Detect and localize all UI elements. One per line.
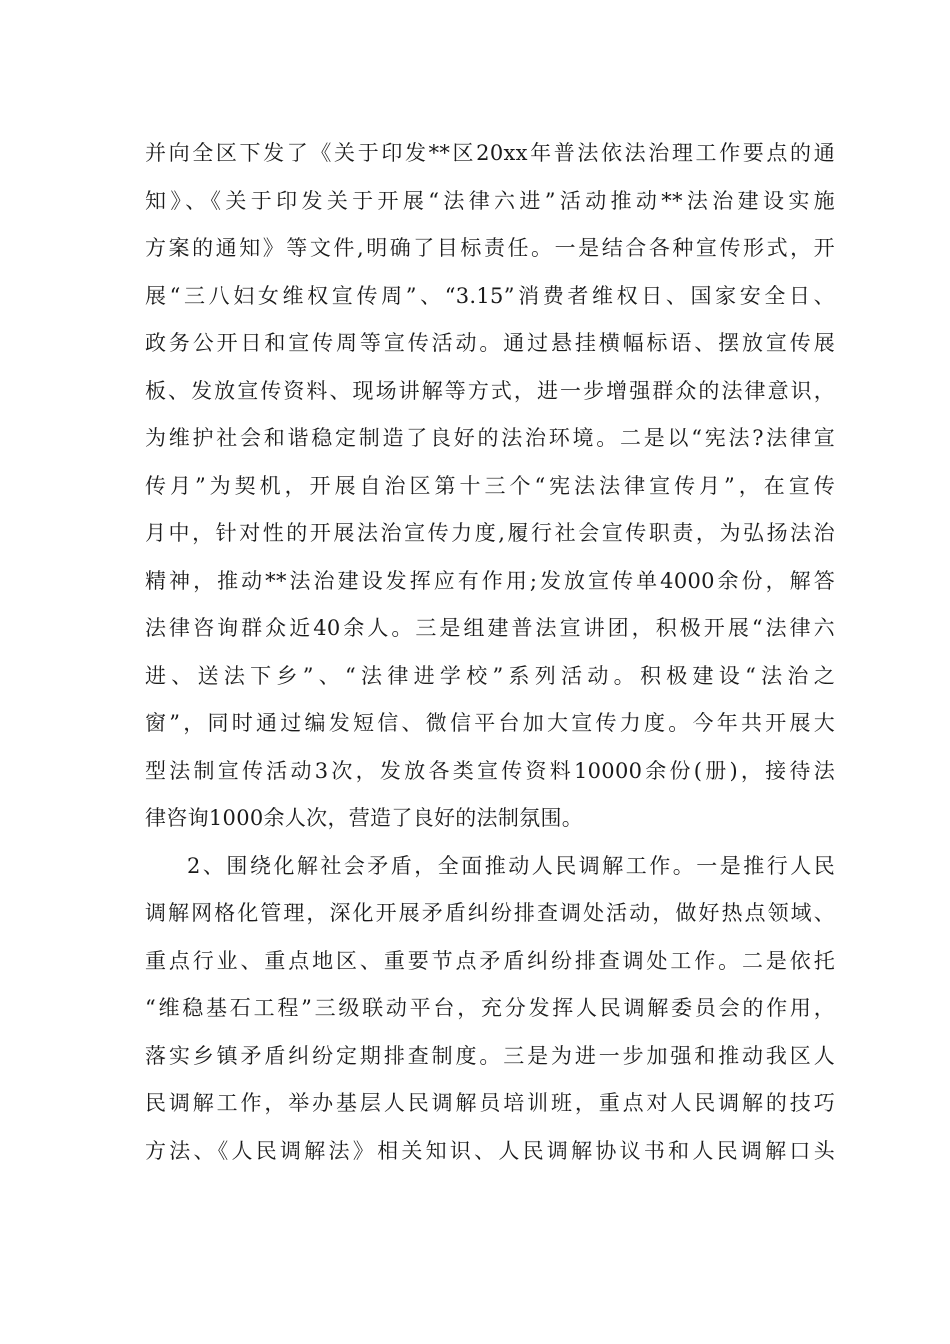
text-line: 律咨询1000余人次，营造了良好的法制氛围。 (145, 806, 584, 830)
text-line: 板、发放宣传资料、现场讲解等方式，进一步增强群众的法律意识， (145, 378, 835, 403)
text-line: 并向全区下发了《关于印发**区20xx年普法依法治理工作要点的通 (145, 141, 835, 165)
text-line: 法律咨询群众近40余人。三是组建普法宣讲团，积极开展“法律六 (145, 616, 835, 640)
text-line: 窗”，同时通过编发短信、微信平台加大宣传力度。今年共开展大 (145, 711, 835, 735)
text-line: 月中，针对性的开展法治宣传力度,履行社会宣传职责，为弘扬法治 (145, 521, 835, 545)
document-body (145, 130, 835, 1175)
text-line: 方法、《人民调解法》相关知识、人民调解协议书和人民调解口头 (145, 1138, 835, 1163)
text-line: 民调解工作，举办基层人民调解员培训班，重点对人民调解的技巧 (145, 1091, 835, 1115)
text-line: 政务公开日和宣传周等宣传活动。通过悬挂横幅标语、摆放宣传展 (145, 331, 835, 355)
text-line: 型法制宣传活动3次，发放各类宣传资料10000余份(册)，接待法 (145, 758, 835, 783)
text-line: 知》、《关于印发关于开展“法律六进”活动推动**法治建设实施 (145, 188, 835, 213)
text-line: 展“三八妇女维权宣传周”、“3.15”消费者维权日、国家安全日、 (145, 283, 835, 308)
text-line: 2、围绕化解社会矛盾，全面推动人民调解工作。一是推行人民 (187, 853, 835, 878)
paragraph-1 (145, 130, 835, 843)
text-line: 重点行业、重点地区、重要节点矛盾纠纷排查调处工作。二是依托 (145, 948, 835, 973)
paragraph-2 (145, 843, 835, 1176)
text-line: 为维护社会和谐稳定制造了良好的法治环境。二是以“宪法?法律宣 (145, 426, 835, 450)
text-line: 方案的通知》等文件,明确了目标责任。一是结合各种宣传形式，开 (145, 236, 835, 260)
text-line: 进、送法下乡”、“法律进学校”系列活动。积极建设“法治之 (145, 663, 835, 688)
text-line: 传月”为契机，开展自治区第十三个“宪法法律宣传月”，在宣传 (145, 473, 835, 498)
text-line: 调解网格化管理，深化开展矛盾纠纷排查调处活动，做好热点领域、 (145, 901, 835, 925)
text-line: “维稳基石工程”三级联动平台，充分发挥人民调解委员会的作用， (145, 996, 835, 1020)
text-line: 精神，推动**法治建设发挥应有作用;发放宣传单4000余份，解答 (145, 568, 835, 593)
text-line: 落实乡镇矛盾纠纷定期排查制度。三是为进一步加强和推动我区人 (145, 1043, 835, 1068)
